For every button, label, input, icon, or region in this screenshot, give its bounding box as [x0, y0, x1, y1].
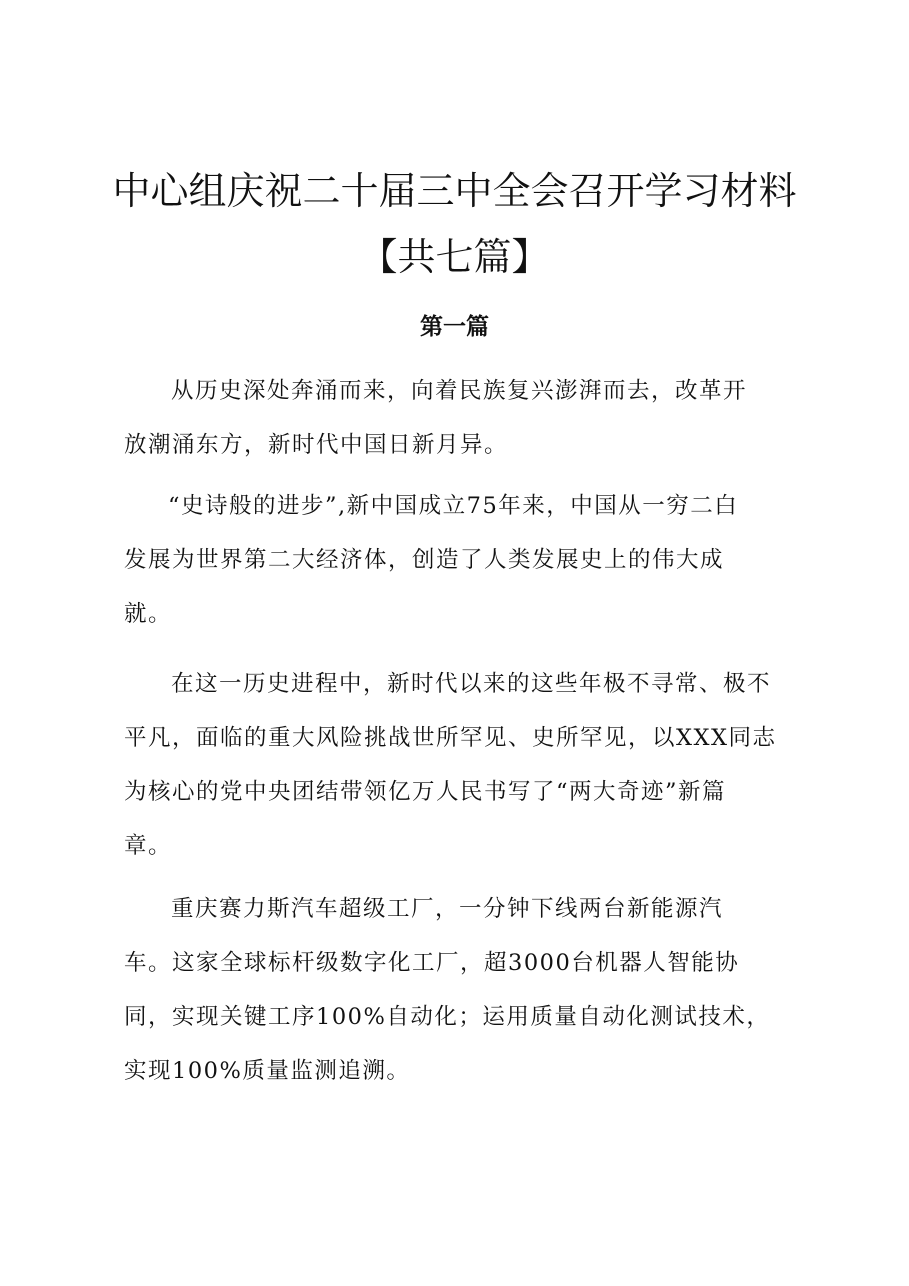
- paragraph-2: “史诗般的进步”,新中国成立75年来，中国从一穷二白 发展为世界第二大经济体，创造了人类发展史上的伟大成 就。: [124, 493, 739, 627]
- paragraph-3: 在这一历史进程中，新时代以来的这些年极不寻常、极不 平凡，面临的重大风险挑战世所罕见、史所罕见，以XXX同志 为核心的党中央团结带领亿万人民书写了“两大奇迹”新篇 章。: [124, 671, 777, 859]
- paragraph-1: 从历史深处奔涌而来，向着民族复兴澎湃而去，改革开 放潮涌东方，新时代中国日新月异。: [124, 378, 748, 458]
- document-title-line-2: 【共七篇】: [359, 235, 550, 279]
- paragraph-4: 重庆赛力斯汽车超级工厂，一分钟下线两台新能源汽 车。这家全球标杆级数字化工厂，超3000台机器人智能协 同，实现关键工序100%自动化；运用质量自动化测试技术， 实现100%质量监测追溯。: [124, 896, 771, 1084]
- document-title-line-1: 中心组庆祝二十届三中全会召开学习材料: [112, 169, 797, 213]
- section-heading: 第一篇: [420, 314, 489, 340]
